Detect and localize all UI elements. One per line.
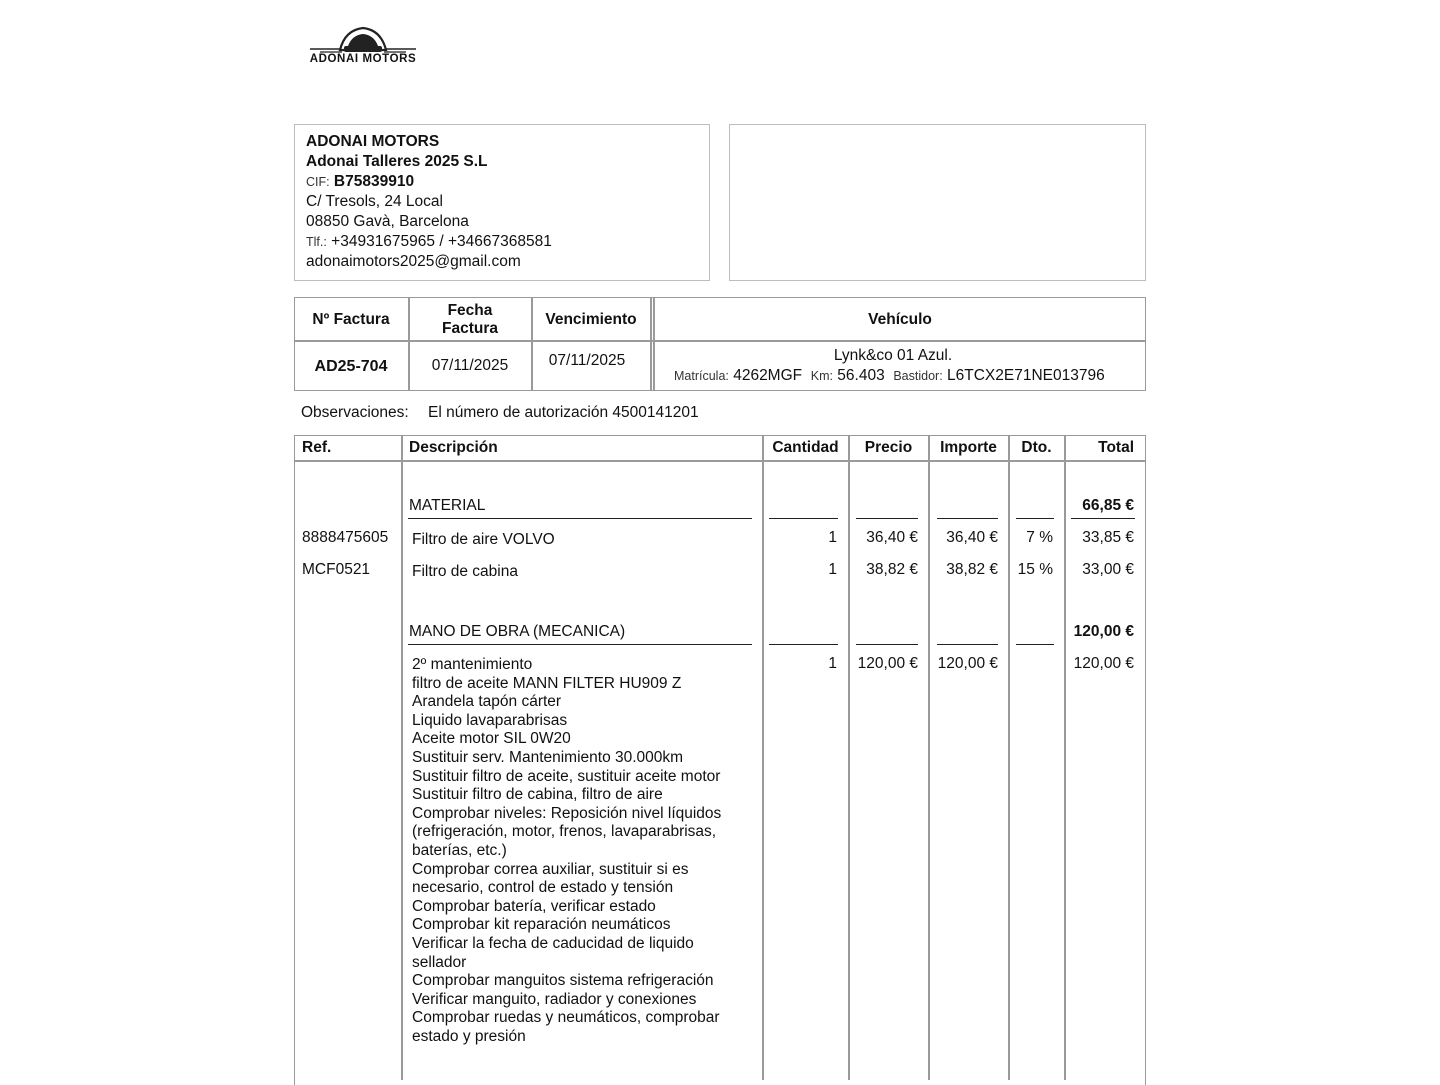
header-due-date: Vencimiento [545, 311, 637, 328]
description-line: Comprobar manguitos sistema refrigeración [412, 972, 714, 990]
description-line: estado y presión [412, 1027, 526, 1045]
underline [769, 518, 838, 519]
invoice-number: AD25-704 [314, 358, 388, 375]
km-value: 56.403 [837, 367, 885, 384]
item-discount: 7 % [1026, 529, 1053, 546]
material-section-title: MATERIAL [409, 497, 486, 514]
description-line: 2º mantenimiento [412, 656, 533, 673]
description-line: Arandela tapón cárter [412, 693, 562, 711]
description-line: Sustituir filtro de cabina, filtro de aire [412, 786, 663, 804]
item-quantity: 1 [828, 561, 837, 578]
phone-value: +34931675965 / +34667368581 [331, 233, 552, 250]
underline [408, 518, 752, 519]
description-line: Comprobar kit reparación neumáticos [412, 916, 671, 934]
labor-section-total: 120,00 € [1073, 623, 1134, 640]
item-amount: 36,40 € [946, 529, 998, 546]
client-info-box [729, 124, 1146, 281]
item-description: Filtro de aire VOLVO [412, 531, 555, 548]
labor-amount: 120,00 € [937, 655, 998, 672]
company-cif-line [306, 173, 414, 191]
observations-label: Observaciones: [301, 404, 409, 421]
underline [1016, 644, 1054, 645]
description-line: Comprobar correa auxiliar, sustituir si es [412, 860, 689, 878]
underline [1071, 518, 1135, 519]
description-line: Comprobar niveles: Reposición nivel líquidos [412, 804, 722, 822]
description-line: necesario, control de estado y tensión [412, 879, 674, 897]
col-discount: Dto. [1021, 439, 1052, 456]
underline [937, 518, 998, 519]
description-line: Comprobar ruedas y neumáticos, comprobar [412, 1009, 720, 1027]
item-description: Filtro de cabina [412, 563, 518, 580]
company-address: C/ Tresols, 24 Local [306, 193, 443, 210]
item-quantity: 1 [828, 529, 837, 546]
underline [937, 644, 998, 645]
col-quantity: Cantidad [772, 439, 839, 456]
company-phone-line [306, 233, 552, 251]
header-vehicle: Vehículo [868, 311, 932, 328]
labor-total: 120,00 € [1073, 655, 1134, 672]
item-price: 38,82 € [866, 561, 918, 578]
underline [769, 644, 838, 645]
description-line: Comprobar batería, verificar estado [412, 897, 656, 915]
labor-quantity: 1 [828, 655, 837, 672]
description-line: Sustituir filtro de aceite, sustituir aceite motor [412, 767, 721, 785]
vehicle-details [674, 367, 1105, 385]
observations-value: El número de autorización 4500141201 [428, 404, 699, 421]
logo-text: ADONAI MOTORS [309, 53, 417, 65]
underline [408, 644, 752, 645]
description-line: Sustituir serv. Mantenimiento 30.000km [412, 748, 684, 766]
km-label: Km: [810, 369, 833, 383]
cif-value: B75839910 [333, 173, 415, 190]
description-line: filtro de aceite MANN FILTER HU909 Z [412, 674, 682, 692]
col-amount: Importe [940, 439, 997, 456]
col-total: Total [1098, 439, 1134, 456]
chassis-value: L6TCX2E71NE013796 [947, 367, 1105, 384]
description-line: (refrigeración, motor, frenos, lavaparabrisas, [412, 823, 717, 841]
vehicle-model: Lynk&co 01 Azul. [833, 347, 953, 364]
underline [1016, 518, 1054, 519]
underline [856, 518, 918, 519]
col-description: Descripción [409, 439, 498, 456]
item-total: 33,00 € [1082, 561, 1134, 578]
item-ref: MCF0521 [302, 561, 371, 578]
company-legal-name: Adonai Talleres 2025 S.L [306, 153, 488, 170]
divider [294, 340, 1146, 342]
cif-label: CIF: [306, 175, 330, 189]
invoice-date: 07/11/2025 [431, 357, 509, 374]
labor-section-title: MANO DE OBRA (MECANICA) [409, 623, 626, 640]
description-line: baterías, etc.) [412, 841, 507, 859]
item-price: 36,40 € [866, 529, 918, 546]
labor-description [412, 656, 721, 1046]
header-invoice-number: Nº Factura [312, 311, 390, 328]
item-total: 33,85 € [1082, 529, 1134, 546]
item-amount: 38,82 € [946, 561, 998, 578]
header-invoice-date-2: Factura [442, 320, 498, 337]
chassis-label: Bastidor: [893, 369, 943, 383]
plate-label: Matrícula: [674, 369, 729, 383]
divider [650, 297, 652, 391]
labor-price: 120,00 € [857, 655, 918, 672]
divider [401, 435, 403, 1080]
description-line: Liquido lavaparabrisas [412, 711, 568, 729]
col-price: Precio [864, 439, 913, 456]
header-invoice-date-1: Fecha [447, 302, 493, 319]
underline [856, 644, 918, 645]
description-line: Aceite motor SIL 0W20 [412, 730, 571, 748]
description-line: sellador [412, 953, 467, 971]
company-email: adonaimotors2025@gmail.com [306, 253, 521, 270]
company-city: 08850 Gavà, Barcelona [306, 213, 469, 230]
company-name: ADONAI MOTORS [306, 133, 440, 150]
divider [294, 460, 1146, 462]
description-line: Verificar manguito, radiador y conexiones [412, 990, 697, 1008]
plate-value: 4262MGF [733, 367, 803, 384]
col-ref: Ref. [302, 439, 332, 456]
due-date: 07/11/2025 [548, 352, 626, 369]
phone-label: Tlf.: [306, 235, 327, 249]
item-ref: 8888475605 [302, 529, 389, 546]
material-section-total: 66,85 € [1082, 497, 1134, 514]
description-line: Verificar la fecha de caducidad de liquido [412, 934, 694, 952]
item-discount: 15 % [1017, 561, 1053, 578]
